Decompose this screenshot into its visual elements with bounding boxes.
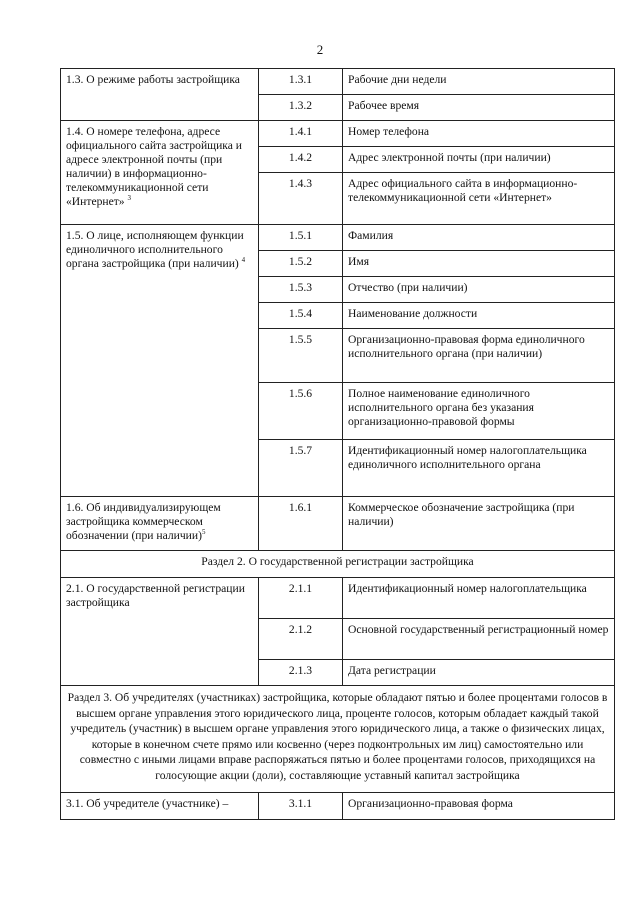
- table-row: [61, 686, 615, 793]
- footnote-mark: 5: [201, 528, 206, 537]
- item-name: Рабочие дни недели: [343, 69, 615, 95]
- item-name: Отчество (при наличии): [343, 277, 615, 303]
- item-name: Дата регистрации: [343, 660, 615, 686]
- item-code: 1.5.1: [259, 225, 343, 251]
- table-row: [61, 121, 615, 147]
- item-code: 1.3.2: [259, 95, 343, 121]
- item-code: 1.4.2: [259, 147, 343, 173]
- item-name: Идентификационный номер налогоплательщика единоличного исполнительного органа: [343, 440, 615, 497]
- item-name: Идентификационный номер налогоплательщика: [343, 578, 615, 619]
- section-2-title: Раздел 2. О государственной регистрации застройщика: [61, 551, 615, 578]
- section-cell: 1.6. Об индивидуализирующем застройщика коммерческом обозначении (при наличии)$^5$: [61, 497, 259, 551]
- item-name: Имя: [343, 251, 615, 277]
- item-code: 1.6.1: [259, 497, 343, 551]
- table-row: [61, 793, 615, 820]
- item-code: 1.5.5: [259, 329, 343, 383]
- item-name: Основной государственный регистрационный номер: [343, 619, 615, 660]
- table-row: [61, 225, 615, 251]
- item-name: Рабочее время: [343, 95, 615, 121]
- table-row: [61, 578, 615, 619]
- item-name: Организационно-правовая форма: [343, 793, 615, 820]
- item-name: Полное наименование единоличного исполнительного органа без указания организационно-правовой формы: [343, 383, 615, 440]
- section-cell: 3.1. Об учредителе (участнике) –: [61, 793, 259, 820]
- table-row: [61, 551, 615, 578]
- item-code: 2.1.3: [259, 660, 343, 686]
- item-name: Наименование должности: [343, 303, 615, 329]
- item-name: Адрес официального сайта в информационно-телекоммуникационной сети «Интернет»: [343, 173, 615, 225]
- table-row: [61, 497, 615, 551]
- footnote-mark: 4: [241, 256, 246, 265]
- item-name: Адрес электронной почты (при наличии): [343, 147, 615, 173]
- item-code: 1.3.1: [259, 69, 343, 95]
- item-code: 3.1.1: [259, 793, 343, 820]
- item-code: 1.4.3: [259, 173, 343, 225]
- table-row: [61, 69, 615, 95]
- item-code: 1.4.1: [259, 121, 343, 147]
- item-name: Фамилия: [343, 225, 615, 251]
- page-number: 2: [316, 42, 324, 57]
- item-code: 2.1.2: [259, 619, 343, 660]
- item-code: 1.5.3: [259, 277, 343, 303]
- item-name: Организационно-правовая форма единоличного исполнительного органа (при наличии): [343, 329, 615, 383]
- item-code: 2.1.1: [259, 578, 343, 619]
- developer-info-table: [60, 68, 615, 820]
- item-code: 1.5.6: [259, 383, 343, 440]
- section-3-title: Раздел 3. Об учредителях (участниках) застройщика, которые обладают пятью и более процентами голосов в высшем органе управления этого юридического лица, проценте голосов, которым обладает каждый такой учредитель (участник) в высшем органе управления этого юридического лица, а также о физических лицах, которые в конечном счете прямо или косвенно (через подконтрольных им лиц) самостоятельно или совместно с иными лицами вправе распоряжаться пятью и более процентами голосов, приходящихся на голосующие акции (доли), составляющие уставный капитал застройщика: [61, 686, 615, 793]
- item-name: Коммерческое обозначение застройщика (при наличии): [343, 497, 615, 551]
- section-cell: 1.4. О номере телефона, адресе официального сайта застройщика и адресе электронной почты (при наличии) в информационно-телекоммуникационной сети «Интернет» $^3$: [61, 121, 259, 225]
- item-code: 1.5.7: [259, 440, 343, 497]
- footnote-mark: 3: [127, 194, 132, 203]
- item-code: 1.5.2: [259, 251, 343, 277]
- item-code: 1.5.4: [259, 303, 343, 329]
- section-cell: 2.1. О государственной регистрации застройщика: [61, 578, 259, 686]
- section-cell: 1.3. О режиме работы застройщика: [61, 69, 259, 121]
- section-cell: 1.5. О лице, исполняющем функции единоличного исполнительного органа застройщика (при наличии) $^4$: [61, 225, 259, 497]
- item-name: Номер телефона: [343, 121, 615, 147]
